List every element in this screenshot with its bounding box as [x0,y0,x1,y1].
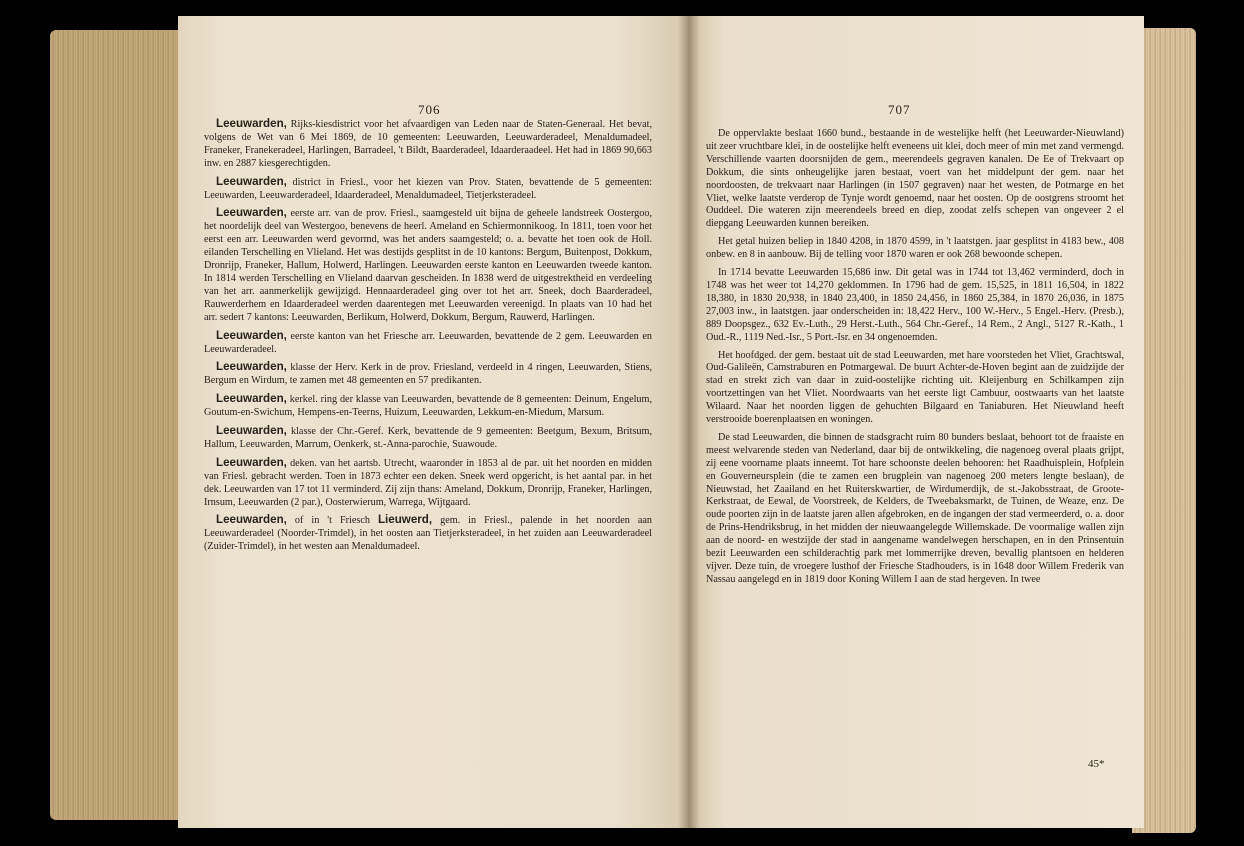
left-page-text [204,118,652,559]
entry-text: eerste kanton van het Friesche arr. Leeuwarden, bevattende de 2 gem. Leeuwarden en Leeuwarderadeel. [204,330,652,355]
entry-headword: Leeuwarden, [216,206,287,220]
entry-text: klasse der Chr.-Geref. Kerk, bevattende de 9 gemeenten: Beetgum, Bexum, Britsum, Hallum, Leeuwarden, Marrum, Oenkerk, st.-Anna-parochie, Suawoude. [204,426,652,450]
left-page [178,16,688,828]
entry-text: Rijks-kiesdistrict voor het afvaardigen van Leden naar de Staten-Generaal. Het bevat, volgens de Wet van 6 Mei 1869, de 10 gemeenten: Leeuwarden, Leeuwarderadeel, Menaldumadeel, Franeker, Franekeradeel, Harlingen, Barradeel, 't Bildt, Baarderadeel, Idaarderaadeel. Het had in 1869 90,663 inw. en 2887 kiesgerechtigden. [204,119,652,169]
entry-headword: Leeuwarden, [216,424,287,438]
entry-text: of in 't Friesch [286,515,378,527]
body-paragraph: In 1714 bevatte Leeuwarden 15,686 inw. Dit getal was in 1744 tot 13,462 verminderd, doch in 1748 was het weer tot 14,270 geklommen. In 1796 had de gem. 15,525, in 1811 16,504, in 1822 18,380, in 1830 20,938, in 1840 23,400, in 1850 24,456, in 1860 25,384, in 1870 26,036, in 1875 27,003 inw., in laatstgen. jaar onderscheiden in: 18,422 Herv., 100 W.-Herv., 5 Engel.-Herv. (Presb.), 889 Doopsgez., 632 Ev.-Luth., 29 Herst.-Luth., 564 Chr.-Geref., 14 Rem., 2 Angl., 5127 R.-Kath., 1 Oud.-R., 1119 Ned.-Isr., 5 Port.-Isr. en 34 ongenoemden. [706,267,1124,343]
dictionary-entry [204,207,652,324]
right-page-text [706,128,1124,592]
body-paragraph: De oppervlakte beslaat 1660 bund., bestaande in de westelijke helft (het Leeuwarder-Nieuwland) uit zeer vruchtbare klei, in de oostelijke helft eveneens uit klei, doch meer of min met zand vermengd. Verschillende vaarten doorsnijden de gem., meerendeels gegraven kanalen. De Ee of Trekvaart op Dokkum, die sints onheugelijke jaren bestaat, voert van het middelpunt der gem. naar het noordoosten, de trekvaart naar Harlingen (in 1507 gegraven) naar het westen, de Potmarge en het Vliet, welke laatste verderop de Tynje wordt genoemd, naar het oosten. Op de oostgrens stroomt het Ouddeel. Die wateren zijn meerendeels breed en diep, zoodat zelfs schepen van ongeveer 2 el diepgang Leeuwarden kunnen bereiken. [706,128,1124,230]
page-number-right: 707 [888,102,911,117]
body-paragraph: Het getal huizen beliep in 1840 4208, in 1870 4599, in 't laatstgen. jaar gesplitst in 4183 bew., 408 onbew. en 8 in aanbouw. Bij de telling voor 1870 waren er ook 268 bewoonde schepen. [706,236,1124,261]
gutter-shadow [678,16,700,828]
dictionary-entry [204,176,652,203]
open-book [50,10,1196,836]
entry-headword: Leeuwarden, [216,360,287,374]
entry-headword: Leeuwarden, [216,328,287,342]
right-page [688,16,1144,828]
entry-text: deken. van het aartsb. Utrecht, waaronder in 1853 al de par. uit het noorden en midden van Friesl. gebracht werden. Toen in 1873 echter een deken. Sneek werd opgericht, is het aantal par. in het dek. Leeuwarden van 17 tot 11 verminderd. Zij zijn thans: Ameland, Dokkum, Dronrijp, Franeker, Harlingen, Irnsum, Leeuwarden (2 par.), Oosterwierum, Warrega, Wijtgaard. [204,457,652,508]
left-page-edges [50,30,182,820]
dictionary-entry [204,361,652,388]
dictionary-entry [204,118,652,171]
body-paragraph: De stad Leeuwarden, die binnen de stadsgracht ruim 80 bunders beslaat, behoort tot de fraaiste en meest welvarende steden van Nederland, daar bij de ontwikkeling, die nagenoeg overal plaats grijpt, zij eene voorname plaats inneemt. Tot hare schoonste deelen behooren: het Raadhuisplein, Hofplein en Gouverneursplein (die te zamen een brugplein van nagenoeg 200 meters lengte beslaan), de Nieuwstad, het Zaailand en het Ruiterskwartier, de Wirdumerdijk, de st.-Jakobsstraat, de Groote-Kerkstraat, de Eewal, de Voorstreek, de Kelders, de Tweebaksmarkt, de Tuinen, de Weaze, enz. De oude poorten zijn in de laatste jaren allen afgebroken, en de ingangen der stad vermeerderd, o. a. door de Prins-Hendriksbrug, in het midden der nieuwaangelegde Willemskade. De voormalige wallen zijn aan de noord- en westzijde der stad in aangename wandelwegen herschapen, en in den Prinsentuin bezit Leeuwarden een schilderachtig park met lommerrijke dreven, bevallig plantsoen en helderen vijver. Deze tuin, de vroegere lusthof der Friesche Stadhouders, is in 1648 door Willem Frederik van Nassau aangelegd en in 1819 door Koning Willem I aan de stad hergeven. In twee [706,431,1124,585]
dictionary-entry [204,425,652,452]
entry-text: eerste arr. van de prov. Friesl., saamgesteld uit bijna de geheele landstreek Oostergoo, het noordelijk deel van Westergoo, benevens de heerl. Ameland en Schiermonnikoog. In 1811, toen voor het eerst een arr. Leeuwarden werd gevormd, was het anders saamgesteld; o. a. bevatte het toen ook de Holl. eilanden Terschelling en Vlieland. Het was destijds gesplitst in de 10 kantons: Bergum, Buitenpost, Dokkum, Dronrijp, Franeker, Hallum, Holwerd, Harlingen. Leeuwarden eerste kanton en Leeuwarden tweede kanton. In 1814 werden Terschelling en Vlieland daarvan gescheiden. In 1838 werd de uitgestrektheid en verdeeling van het arr. aanmerkelijk gewijzigd. Hennaarderadeel ging over tot het arr. Sneek, doch Baarderadeel, Rauwerderhem en Idaarderadeel werden daarentegen met Leeuwarden vereenigd. In plaats van 10 had het arr. sedert 7 kantons: Leeuwarden, Berlikum, Holwerd, Dokkum, Bergum, Rauwerd, Harlingen. [204,208,652,323]
entry-headword-alt: Lieuwerd, [377,513,433,527]
dictionary-entry [204,393,652,420]
entry-text: district in Friesl., voor het kiezen van Prov. Staten, bevattende de 5 gemeenten: Leeuwarden, Leeuwarderadeel, Idaarderadeel, Menaldumadeel, Tietjerksteradeel. [204,176,652,201]
entry-headword: Leeuwarden, [216,455,287,469]
dictionary-entry [204,330,652,357]
dictionary-entry [204,514,652,554]
entry-text-cont: gem. in Friesl., palende in het noorden aan Leeuwarderadeel (Noorder-Trimdel), in het oosten aan Tietjerksteradeel, in het zuiden aan Leeuwarderadeel (Zuider-Trimdel), in het westen aan Menaldumadeel. [204,515,652,553]
entry-headword: Leeuwarden, [216,117,287,130]
entry-headword: Leeuwarden, [216,392,287,406]
entry-text: kerkel. ring der klasse van Leeuwarden, bevattende de 8 gemeenten: Deinum, Engelum, Goutum-en-Swichum, Hempens-en-Teerns, Huizum, Leeuwarden, Lekkum-en-Miedum, Marsum. [204,394,652,419]
signature-mark: 45* [1088,758,1105,770]
entry-headword: Leeuwarden, [216,513,287,527]
entry-headword: Leeuwarden, [216,174,287,188]
entry-text: klasse der Herv. Kerk in de prov. Friesland, verdeeld in 4 ringen, Leeuwarden, Stiens, Bergum en Wirdum, te zamen met 48 gemeenten en 57 predikanten. [204,362,652,387]
body-paragraph: Het hoofdged. der gem. bestaat uit de stad Leeuwarden, met hare voorsteden het Vliet, Grachtswal, Oud-Galileën, Camstraburen en Potmargewal. De buurt Achter-de-Hoven begint aan de zuidzijde der stad en strekt zich van daar in zuid-oostelijke richting uit. Kleijenburg en Schilkampen zijn voortzettingen van het Vliet. Noordwaarts van het eerste ligt Cambuur, oostwaarts van het laatste Wilaard. Naar het noorden liggen de gehuchten Bilgaard en Taniaburen. Het Nieuwland heeft verstrooide boerenplaatsen en woningen. [706,349,1124,426]
page-number-left: 706 [418,102,441,117]
dictionary-entry [204,457,652,510]
